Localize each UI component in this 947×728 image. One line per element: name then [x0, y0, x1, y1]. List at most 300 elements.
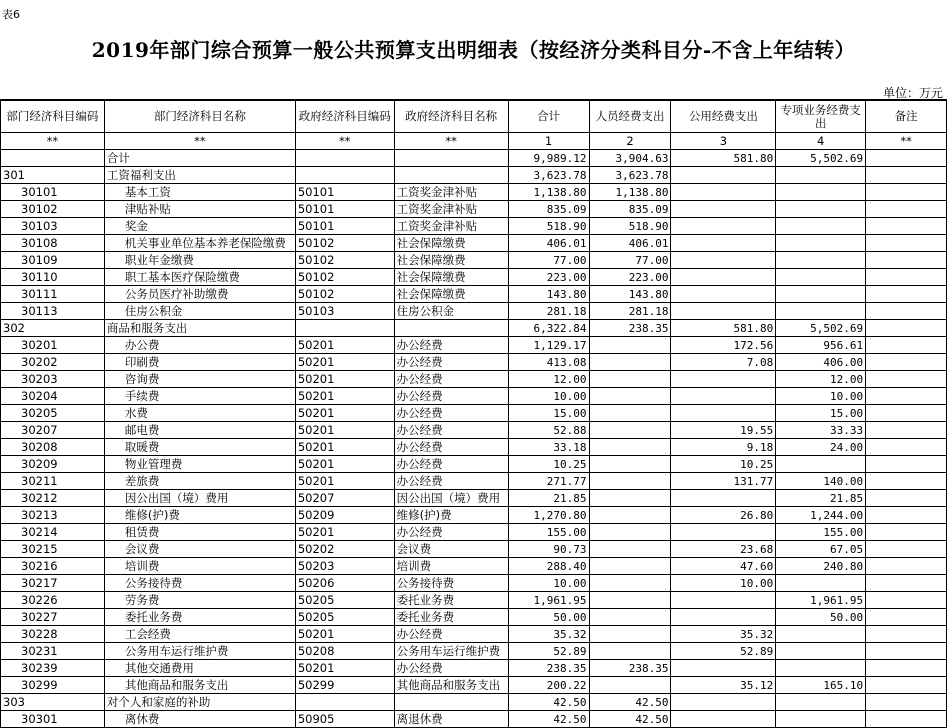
cell-gov-code: 50207 — [295, 490, 394, 507]
cell-gov-code: 50103 — [295, 303, 394, 320]
index-cell: 2 — [589, 133, 671, 150]
cell-dept-name: 公务接待费 — [104, 575, 295, 592]
cell-dept-name: 工会经费 — [104, 626, 295, 643]
table-row — [1, 541, 947, 558]
cell-gov-code: 50206 — [295, 575, 394, 592]
cell-project: 1,244.00 — [776, 507, 866, 524]
cell-dept-name: 职工基本医疗保险缴费 — [104, 269, 295, 286]
cell-project: 240.80 — [776, 558, 866, 575]
cell-public: 23.68 — [671, 541, 776, 558]
cell-dept-code: 30214 — [1, 524, 105, 541]
cell-gov-code: 50905 — [295, 711, 394, 728]
cell-gov-name — [394, 320, 508, 337]
cell-note — [866, 456, 947, 473]
cell-project — [776, 286, 866, 303]
cell-note — [866, 184, 947, 201]
cell-public: 10.00 — [671, 575, 776, 592]
cell-public — [671, 303, 776, 320]
cell-note — [866, 371, 947, 388]
cell-gov-code: 50201 — [295, 473, 394, 490]
cell-project: 50.00 — [776, 609, 866, 626]
cell-dept-name: 公务用车运行维护费 — [104, 643, 295, 660]
cell-personnel — [589, 422, 671, 439]
cell-personnel: 518.90 — [589, 218, 671, 235]
cell-dept-code: 30216 — [1, 558, 105, 575]
cell-note — [866, 626, 947, 643]
cell-dept-code: 30201 — [1, 337, 105, 354]
cell-public: 52.89 — [671, 643, 776, 660]
table-row — [1, 439, 947, 456]
cell-project: 165.10 — [776, 677, 866, 694]
cell-personnel: 406.01 — [589, 235, 671, 252]
cell-dept-code: 30227 — [1, 609, 105, 626]
cell-gov-name — [394, 167, 508, 184]
cell-public — [671, 388, 776, 405]
index-cell: ** — [1, 133, 105, 150]
cell-public: 10.25 — [671, 456, 776, 473]
cell-gov-name: 社会保障缴费 — [394, 252, 508, 269]
cell-public: 131.77 — [671, 473, 776, 490]
cell-note — [866, 201, 947, 218]
cell-total: 10.25 — [508, 456, 589, 473]
cell-dept-name: 物业管理费 — [104, 456, 295, 473]
cell-dept-code: 30207 — [1, 422, 105, 439]
cell-gov-code — [295, 150, 394, 167]
cell-public — [671, 269, 776, 286]
cell-dept-code: 30228 — [1, 626, 105, 643]
index-cell: ** — [295, 133, 394, 150]
cell-dept-code: 30239 — [1, 660, 105, 677]
table-row — [1, 592, 947, 609]
cell-gov-code — [295, 694, 394, 711]
cell-public — [671, 592, 776, 609]
table-number: 表6 — [2, 8, 20, 21]
cell-personnel: 1,138.80 — [589, 184, 671, 201]
cell-project: 12.00 — [776, 371, 866, 388]
table-row — [1, 473, 947, 490]
cell-dept-code: 30211 — [1, 473, 105, 490]
cell-total: 90.73 — [508, 541, 589, 558]
cell-gov-code: 50102 — [295, 286, 394, 303]
cell-project: 10.00 — [776, 388, 866, 405]
cell-note — [866, 388, 947, 405]
cell-dept-name: 离休费 — [104, 711, 295, 728]
cell-note — [866, 473, 947, 490]
table-row — [1, 626, 947, 643]
cell-total: 21.85 — [508, 490, 589, 507]
cell-total: 9,989.12 — [508, 150, 589, 167]
cell-dept-name: 劳务费 — [104, 592, 295, 609]
cell-total: 406.01 — [508, 235, 589, 252]
table-row — [1, 694, 947, 711]
col-header-dept-name: 部门经济科目名称 — [104, 100, 295, 133]
cell-gov-name: 工资奖金津补贴 — [394, 218, 508, 235]
cell-project — [776, 201, 866, 218]
cell-public — [671, 218, 776, 235]
cell-personnel: 42.50 — [589, 711, 671, 728]
cell-gov-code: 50201 — [295, 422, 394, 439]
cell-project: 21.85 — [776, 490, 866, 507]
table-row — [1, 456, 947, 473]
col-header-note: 备注 — [866, 100, 947, 133]
cell-gov-code: 50208 — [295, 643, 394, 660]
cell-project — [776, 167, 866, 184]
cell-gov-name: 其他商品和服务支出 — [394, 677, 508, 694]
cell-public: 9.18 — [671, 439, 776, 456]
cell-dept-code: 30202 — [1, 354, 105, 371]
cell-note — [866, 422, 947, 439]
cell-project — [776, 303, 866, 320]
cell-dept-code: 30217 — [1, 575, 105, 592]
cell-project: 5,502.69 — [776, 320, 866, 337]
cell-public — [671, 286, 776, 303]
cell-note — [866, 218, 947, 235]
table-row — [1, 405, 947, 422]
table-row — [1, 609, 947, 626]
cell-project — [776, 660, 866, 677]
cell-gov-code: 50101 — [295, 184, 394, 201]
cell-dept-name: 因公出国（境）费用 — [104, 490, 295, 507]
cell-gov-name: 工资奖金津补贴 — [394, 184, 508, 201]
cell-public: 35.12 — [671, 677, 776, 694]
cell-public: 7.08 — [671, 354, 776, 371]
cell-dept-code — [1, 150, 105, 167]
cell-project: 15.00 — [776, 405, 866, 422]
cell-gov-code: 50201 — [295, 524, 394, 541]
cell-note — [866, 439, 947, 456]
cell-note — [866, 575, 947, 592]
cell-dept-name: 机关事业单位基本养老保险缴费 — [104, 235, 295, 252]
cell-public — [671, 201, 776, 218]
cell-gov-name: 委托业务费 — [394, 609, 508, 626]
cell-personnel — [589, 371, 671, 388]
cell-dept-name: 对个人和家庭的补助 — [104, 694, 295, 711]
cell-gov-name: 办公经费 — [394, 337, 508, 354]
table-row — [1, 150, 947, 167]
cell-personnel — [589, 439, 671, 456]
cell-total: 10.00 — [508, 575, 589, 592]
cell-gov-name: 办公经费 — [394, 388, 508, 405]
cell-dept-code: 30215 — [1, 541, 105, 558]
cell-total: 1,961.95 — [508, 592, 589, 609]
table-row — [1, 711, 947, 728]
cell-public — [671, 609, 776, 626]
table-row — [1, 218, 947, 235]
cell-project: 1,961.95 — [776, 592, 866, 609]
cell-dept-name: 津贴补贴 — [104, 201, 295, 218]
cell-dept-code: 30205 — [1, 405, 105, 422]
cell-dept-code: 30204 — [1, 388, 105, 405]
cell-personnel: 223.00 — [589, 269, 671, 286]
cell-gov-name: 社会保障缴费 — [394, 286, 508, 303]
cell-total: 155.00 — [508, 524, 589, 541]
cell-total: 1,138.80 — [508, 184, 589, 201]
cell-dept-code: 30208 — [1, 439, 105, 456]
cell-gov-code: 50299 — [295, 677, 394, 694]
cell-public: 581.80 — [671, 150, 776, 167]
cell-total: 271.77 — [508, 473, 589, 490]
cell-total: 1,270.80 — [508, 507, 589, 524]
cell-dept-code: 30301 — [1, 711, 105, 728]
cell-total: 15.00 — [508, 405, 589, 422]
cell-public — [671, 167, 776, 184]
cell-gov-name: 社会保障缴费 — [394, 235, 508, 252]
cell-note — [866, 558, 947, 575]
cell-personnel: 238.35 — [589, 660, 671, 677]
cell-gov-code: 50201 — [295, 337, 394, 354]
cell-dept-code: 30101 — [1, 184, 105, 201]
cell-total: 835.09 — [508, 201, 589, 218]
cell-project — [776, 252, 866, 269]
cell-gov-name — [394, 694, 508, 711]
cell-dept-name: 维修(护)费 — [104, 507, 295, 524]
cell-personnel: 3,623.78 — [589, 167, 671, 184]
cell-personnel — [589, 575, 671, 592]
cell-gov-name: 办公经费 — [394, 405, 508, 422]
cell-dept-code: 30203 — [1, 371, 105, 388]
cell-total: 281.18 — [508, 303, 589, 320]
cell-personnel — [589, 626, 671, 643]
index-cell: 3 — [671, 133, 776, 150]
cell-gov-name: 会议费 — [394, 541, 508, 558]
cell-personnel — [589, 507, 671, 524]
cell-gov-name: 工资奖金津补贴 — [394, 201, 508, 218]
cell-gov-name: 办公经费 — [394, 354, 508, 371]
cell-gov-name: 办公经费 — [394, 524, 508, 541]
cell-personnel — [589, 592, 671, 609]
cell-personnel — [589, 337, 671, 354]
table-row — [1, 388, 947, 405]
cell-dept-name: 邮电费 — [104, 422, 295, 439]
table-row — [1, 252, 947, 269]
cell-public — [671, 252, 776, 269]
cell-project: 406.00 — [776, 354, 866, 371]
cell-note — [866, 337, 947, 354]
cell-dept-code: 30299 — [1, 677, 105, 694]
cell-note — [866, 711, 947, 728]
cell-project — [776, 643, 866, 660]
table-row — [1, 575, 947, 592]
cell-gov-name: 委托业务费 — [394, 592, 508, 609]
cell-dept-name: 办公费 — [104, 337, 295, 354]
cell-note — [866, 507, 947, 524]
cell-note — [866, 677, 947, 694]
cell-note — [866, 286, 947, 303]
cell-total: 1,129.17 — [508, 337, 589, 354]
cell-dept-name: 公务员医疗补助缴费 — [104, 286, 295, 303]
table-row — [1, 303, 947, 320]
cell-dept-code: 30111 — [1, 286, 105, 303]
cell-project — [776, 269, 866, 286]
cell-dept-code: 30102 — [1, 201, 105, 218]
cell-note — [866, 167, 947, 184]
cell-gov-code: 50201 — [295, 388, 394, 405]
index-cell: 1 — [508, 133, 589, 150]
cell-dept-code: 302 — [1, 320, 105, 337]
cell-dept-name: 会议费 — [104, 541, 295, 558]
cell-public — [671, 711, 776, 728]
table-row — [1, 422, 947, 439]
cell-personnel: 42.50 — [589, 694, 671, 711]
cell-gov-name: 维修(护)费 — [394, 507, 508, 524]
cell-dept-name: 商品和服务支出 — [104, 320, 295, 337]
cell-public — [671, 405, 776, 422]
table-row — [1, 201, 947, 218]
cell-note — [866, 252, 947, 269]
cell-public — [671, 235, 776, 252]
cell-dept-name: 委托业务费 — [104, 609, 295, 626]
cell-gov-code: 50205 — [295, 592, 394, 609]
cell-dept-name: 租赁费 — [104, 524, 295, 541]
cell-public: 581.80 — [671, 320, 776, 337]
cell-gov-code — [295, 320, 394, 337]
cell-gov-name: 办公经费 — [394, 422, 508, 439]
cell-personnel — [589, 609, 671, 626]
cell-gov-code: 50201 — [295, 371, 394, 388]
unit-label: 单位：万元 — [882, 86, 943, 100]
cell-gov-name: 离退休费 — [394, 711, 508, 728]
cell-personnel — [589, 405, 671, 422]
col-header-project: 专项业务经费支出 — [776, 100, 866, 133]
cell-note — [866, 490, 947, 507]
cell-dept-name: 合计 — [104, 150, 295, 167]
cell-gov-code: 50101 — [295, 201, 394, 218]
column-index-row — [1, 133, 947, 150]
cell-personnel: 238.35 — [589, 320, 671, 337]
cell-public: 19.55 — [671, 422, 776, 439]
cell-gov-code: 50102 — [295, 269, 394, 286]
cell-dept-code: 303 — [1, 694, 105, 711]
cell-personnel — [589, 541, 671, 558]
cell-personnel — [589, 643, 671, 660]
cell-note — [866, 524, 947, 541]
cell-total: 42.50 — [508, 694, 589, 711]
cell-total: 288.40 — [508, 558, 589, 575]
cell-gov-code: 50202 — [295, 541, 394, 558]
cell-public — [671, 660, 776, 677]
cell-personnel — [589, 473, 671, 490]
index-cell: ** — [394, 133, 508, 150]
cell-personnel: 77.00 — [589, 252, 671, 269]
table-row — [1, 524, 947, 541]
cell-total: 3,623.78 — [508, 167, 589, 184]
table-row — [1, 354, 947, 371]
cell-total: 518.90 — [508, 218, 589, 235]
cell-dept-code: 301 — [1, 167, 105, 184]
cell-public: 26.80 — [671, 507, 776, 524]
cell-project: 67.05 — [776, 541, 866, 558]
cell-project: 956.61 — [776, 337, 866, 354]
cell-dept-name: 取暖费 — [104, 439, 295, 456]
cell-project — [776, 626, 866, 643]
cell-public — [671, 490, 776, 507]
cell-dept-name: 基本工资 — [104, 184, 295, 201]
cell-total: 35.32 — [508, 626, 589, 643]
cell-public — [671, 184, 776, 201]
cell-project — [776, 575, 866, 592]
cell-note — [866, 150, 947, 167]
cell-gov-name: 因公出国（境）费用 — [394, 490, 508, 507]
col-header-public: 公用经费支出 — [671, 100, 776, 133]
cell-gov-name: 培训费 — [394, 558, 508, 575]
cell-note — [866, 694, 947, 711]
col-header-total: 合计 — [508, 100, 589, 133]
cell-dept-name: 咨询费 — [104, 371, 295, 388]
cell-dept-code: 30213 — [1, 507, 105, 524]
table-row — [1, 660, 947, 677]
cell-gov-code: 50209 — [295, 507, 394, 524]
cell-project — [776, 456, 866, 473]
cell-dept-code: 30226 — [1, 592, 105, 609]
cell-personnel — [589, 677, 671, 694]
table-row — [1, 269, 947, 286]
cell-project: 24.00 — [776, 439, 866, 456]
cell-personnel — [589, 388, 671, 405]
cell-dept-code: 30103 — [1, 218, 105, 235]
cell-total: 12.00 — [508, 371, 589, 388]
cell-project — [776, 184, 866, 201]
cell-public — [671, 371, 776, 388]
table-row — [1, 235, 947, 252]
col-header-gov-code: 政府经济科目编码 — [295, 100, 394, 133]
cell-personnel — [589, 354, 671, 371]
table-row — [1, 677, 947, 694]
cell-public: 47.60 — [671, 558, 776, 575]
cell-note — [866, 660, 947, 677]
cell-total: 42.50 — [508, 711, 589, 728]
cell-gov-name: 住房公积金 — [394, 303, 508, 320]
table-row — [1, 643, 947, 660]
col-header-gov-name: 政府经济科目名称 — [394, 100, 508, 133]
col-header-dept-code: 部门经济科目编码 — [1, 100, 105, 133]
cell-dept-code: 30231 — [1, 643, 105, 660]
cell-note — [866, 320, 947, 337]
cell-gov-name: 办公经费 — [394, 439, 508, 456]
cell-project — [776, 694, 866, 711]
cell-total: 52.88 — [508, 422, 589, 439]
cell-personnel: 143.80 — [589, 286, 671, 303]
index-cell: ** — [866, 133, 947, 150]
cell-note — [866, 609, 947, 626]
cell-gov-code: 50101 — [295, 218, 394, 235]
cell-project — [776, 711, 866, 728]
cell-total: 6,322.84 — [508, 320, 589, 337]
cell-gov-code: 50201 — [295, 660, 394, 677]
cell-dept-code: 30212 — [1, 490, 105, 507]
cell-project: 33.33 — [776, 422, 866, 439]
cell-note — [866, 303, 947, 320]
cell-dept-name: 职业年金缴费 — [104, 252, 295, 269]
cell-project — [776, 235, 866, 252]
cell-note — [866, 269, 947, 286]
cell-note — [866, 592, 947, 609]
table-row — [1, 184, 947, 201]
cell-total: 200.22 — [508, 677, 589, 694]
cell-note — [866, 354, 947, 371]
index-cell: ** — [104, 133, 295, 150]
cell-public — [671, 694, 776, 711]
cell-personnel — [589, 558, 671, 575]
cell-personnel: 835.09 — [589, 201, 671, 218]
index-cell: 4 — [776, 133, 866, 150]
cell-gov-name: 办公经费 — [394, 456, 508, 473]
cell-note — [866, 541, 947, 558]
cell-dept-name: 手续费 — [104, 388, 295, 405]
cell-gov-code: 50201 — [295, 456, 394, 473]
cell-gov-name: 办公经费 — [394, 626, 508, 643]
cell-dept-code: 30113 — [1, 303, 105, 320]
cell-gov-name: 公务用车运行维护费 — [394, 643, 508, 660]
